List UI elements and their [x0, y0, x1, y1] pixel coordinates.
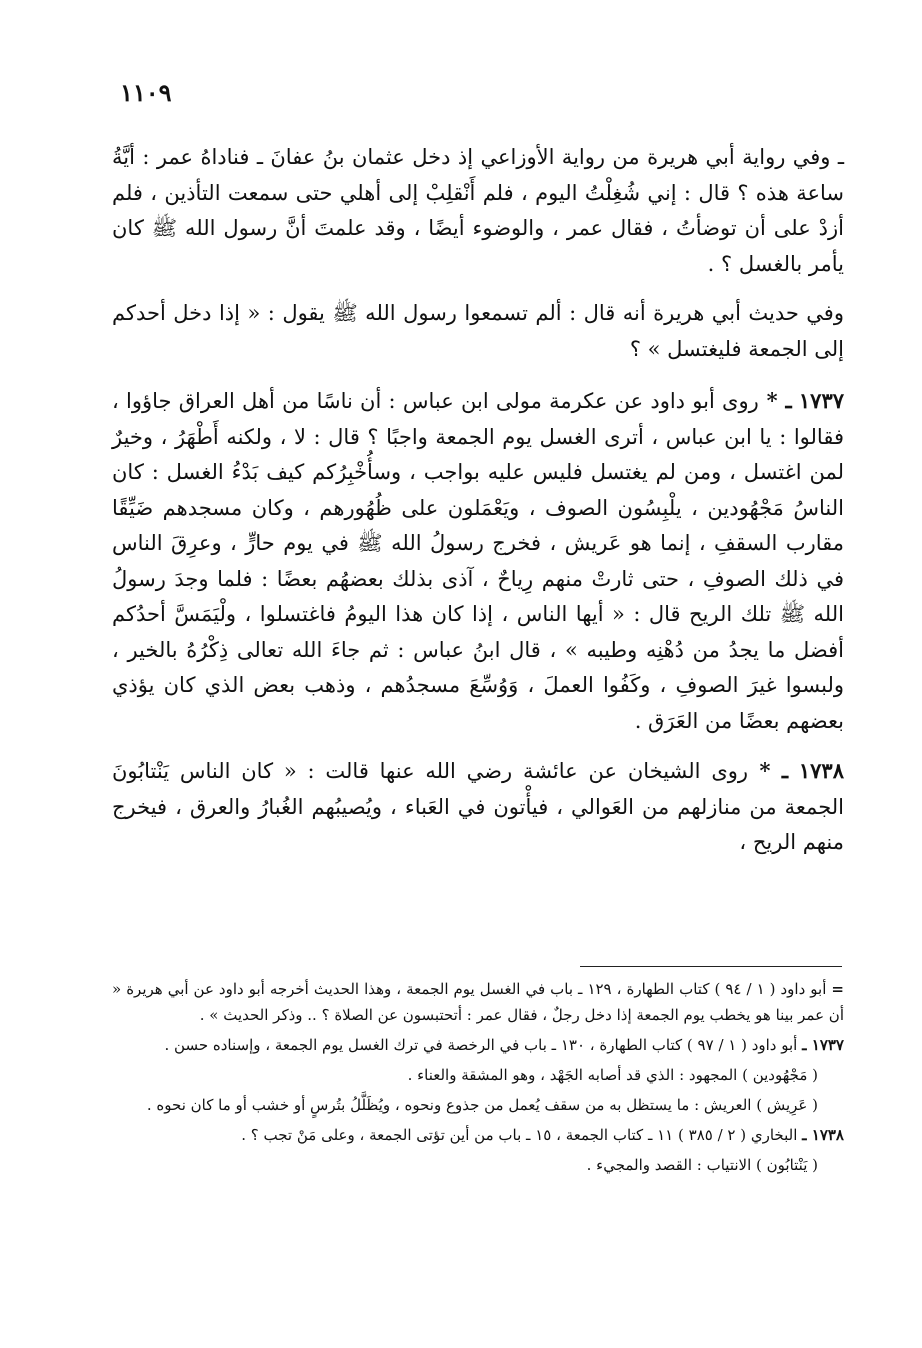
hadith-text: روى الشيخان عن عائشة رضي الله عنها قالت : « كان الناس يَنْتابُونَ الجمعة من منازلهم من العَوالي ، فيأْتون في العَباء ، ويُصيبُهم الغُبارُ والعرق ، فيخرج منهم الريح ،	[112, 759, 844, 854]
footnote-text: ( يَنْتابُون ) الانتياب : القصد والمجيء .	[586, 1156, 818, 1174]
footnote-marker: =	[831, 980, 844, 998]
page-number: ١١٠٩	[120, 78, 172, 107]
hadith-number: ١٧٣٨	[798, 758, 844, 783]
footnote-gloss-arish	[112, 1092, 844, 1118]
hadith-marker: ـ *	[758, 388, 792, 413]
paragraph-abu-huraira-uthman	[112, 140, 844, 282]
paragraph-text: وفي حديث أبي هريرة أنه قال : ألم تسمعوا رسول الله ﷺ يقول : « إذا دخل أحدكم إلى الجمعة فليغتسل » ؟	[112, 301, 844, 361]
paragraph-text: ـ وفي رواية أبي هريرة من رواية الأوزاعي إذ دخل عثمان بنُ عفانَ ـ فناداهُ عمر : أيَّةُ ساعة هذه ؟ قال : إني شُغِلْتُ اليوم ، فلم أَنْقلِبْ إلى أهلي حتى سمعت التأذين ، فلم أزدْ على أن توضأتُ ، فقال عمر ، والوضوء أيضًا ، وقد علمتَ أنَّ رسول الله ﷺ كان يأمر بالغسل ؟ .	[112, 145, 844, 276]
footnote-continued	[112, 976, 844, 1028]
hadith-marker: ـ *	[748, 758, 789, 783]
footnote-divider	[580, 966, 842, 967]
hadith-1738	[112, 753, 844, 861]
paragraph-abu-huraira-hadith	[112, 296, 844, 367]
hadith-number: ١٧٣٧	[798, 388, 845, 413]
footnote-marker: ١٧٣٨ ـ	[802, 1126, 844, 1144]
footnote-marker: ١٧٣٧ ـ	[802, 1036, 844, 1054]
footnote-text: ( عَرِيش ) العريش : ما يستظل به من سقف يُعمل من جذوع ونحوه ، ويُظَلَّلُ بتُرسٍ أو خشب أو ما كان نحوه .	[146, 1096, 818, 1114]
footnote-text: أبو داود ( ١ / ٩٤ ) كتاب الطهارة ، ١٢٩ ـ باب في الغسل يوم الجمعة ، وهذا الحديث أخرجه أبو داود عن أبي هريرة « أن عمر بينا هو يخطب يوم الجمعة إذا دخل رجلٌ ، فقال عمر : أتحتبسون عن الصلاة ؟ .. وذكر الحديث » .	[112, 980, 844, 1024]
footnote-gloss-yantabun	[112, 1152, 844, 1178]
footnote-text: ( مَجْهُودين ) المجهود : الذي قد أصابه الجَهْد ، وهو المشقة والعناء .	[407, 1066, 818, 1084]
footnote-1737	[112, 1032, 844, 1058]
footnote-text: البخاري ( ٢ / ٣٨٥ ) ١١ ـ كتاب الجمعة ، ١٥ ـ باب من أين تؤتى الجمعة ، وعلى مَنْ تجب ؟ .	[241, 1126, 798, 1144]
main-text	[112, 140, 844, 875]
footnote-text: أبو داود ( ١ / ٩٧ ) كتاب الطهارة ، ١٣٠ ـ باب في الرخصة في ترك الغسل يوم الجمعة ، وإسناده حسن .	[164, 1036, 798, 1054]
footnotes	[112, 976, 844, 1182]
footnote-1738	[112, 1122, 844, 1148]
hadith-1737	[112, 383, 844, 739]
footnote-gloss-majhudin	[112, 1062, 844, 1088]
hadith-text: روى أبو داود عن عكرمة مولى ابن عباس : أن ناسًا من أهل العراق جاؤوا ، فقالوا : يا ابن عباس ، أترى الغسل يوم الجمعة واجبًا ؟ قال : لا ، ولكنه أَطْهَرُ ، وخيرٌ لمن اغتسل ، ومن لم يغتسل فليس عليه بواجب ، وسأُخْبِرُكم كيف بَدْءُ الغسل : كان الناسُ مَجْهُودين ، يلْبِسُون الصوف ، ويَعْمَلون على ظُهُورهم ، وكان مسجدهم ضَيِّقًا مقارب السقفِ ، إنما هو عَريش ، فخرج رسولُ الله ﷺ في يوم حارٍّ ، وعرِقَ الناس في ذلك الصوفِ ، حتى ثارتْ منهم رِياحٌ ، آذى بذلك بعضهُم بعضًا : فلما وجدَ رسولُ الله ﷺ تلك الريح قال : « أيها الناس ، إذا كان هذا اليومُ فاغتسلوا ، ولْيَمَسَّ أحدُكم أفضل ما يجدُ من دُهْنِه وطيبه » ، قال ابنُ عباس : ثم جاءَ الله تعالى ذِكْرُهُ بالخير ، ولبسوا غيرَ الصوفِ ، وكَفُوا العملَ ، وَوُسِّعَ مسجدُهم ، وذهب بعض الذي كان يؤذي بعضهم بعضًا من العَرَق .	[112, 389, 844, 733]
